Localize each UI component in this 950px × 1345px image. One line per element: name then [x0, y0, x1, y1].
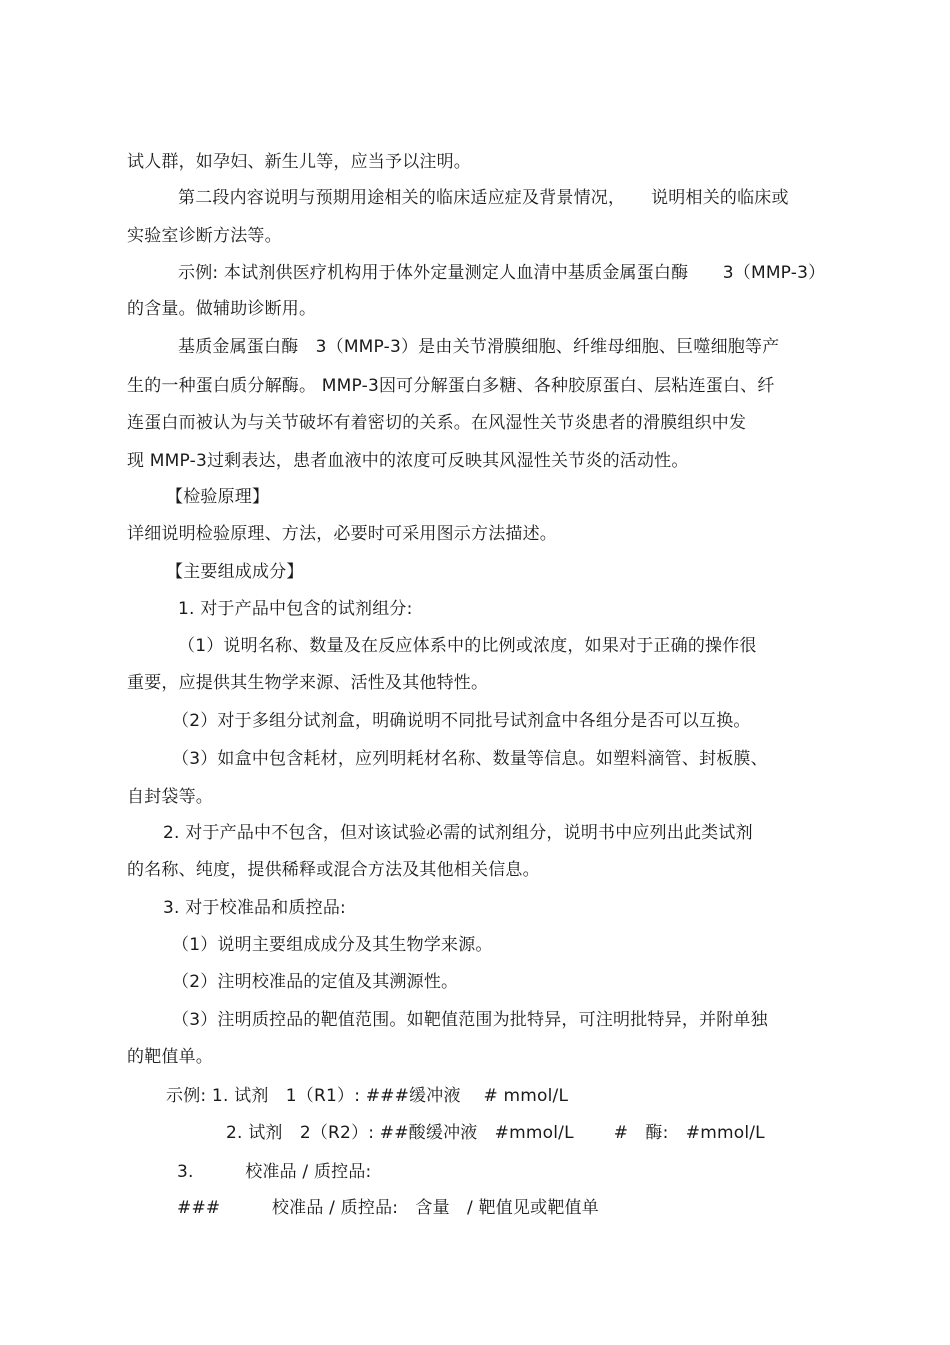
text-line-13: 1. 对于产品中包含的试剂组分:	[178, 599, 413, 619]
text-line-18: 自封袋等。	[127, 787, 213, 807]
text-line-9: 现 MMP-3过剩表达，患者血液中的浓度可反映其风湿性关节炎的活动性。	[127, 451, 689, 471]
text-line-11: 详细说明检验原理、方法，必要时可采用图示方法描述。	[127, 524, 557, 544]
text-line-14: （1）说明名称、数量及在反应体系中的比例或浓度，如果对于正确的操作很	[178, 636, 757, 656]
text-line-19: 2. 对于产品中不包含，但对该试验必需的试剂组分，说明书中应列出此类试剂	[163, 823, 753, 843]
text-line-24: （3）注明质控品的靶值范围。如靶值范围为批特异，可注明批特异，并附单独	[172, 1010, 768, 1030]
text-line-4: 示例: 本试剂供医疗机构用于体外定量测定人血清中基质金属蛋白酶 3（MMP-3）	[178, 263, 826, 283]
text-line-20: 的名称、纯度，提供稀释或混合方法及其他相关信息。	[127, 860, 540, 880]
text-line-1: 试人群，如孕妇、新生儿等，应当予以注明。	[127, 152, 471, 172]
text-line-21: 3. 对于校准品和质控品:	[163, 898, 346, 918]
section-heading-components: 【主要组成成分】	[166, 562, 304, 582]
text-line-15: 重要，应提供其生物学来源、活性及其他特性。	[127, 673, 489, 693]
section-heading-principle: 【检验原理】	[166, 487, 270, 507]
text-line-17: （3）如盒中包含耗材，应列明耗材名称、数量等信息。如塑料滴管、封板膜、	[172, 749, 768, 769]
text-line-7: 生的一种蛋白质分解酶。 MMP-3因可分解蛋白多糖、各种胶原蛋白、层粘连蛋白、纤	[127, 376, 775, 396]
example-line-1: 示例: 1. 试剂 1（R1）: ###缓冲液 # mmol/L	[166, 1086, 569, 1106]
text-line-22: （1）说明主要组成成分及其生物学来源。	[172, 935, 493, 955]
example-line-3: 3. 校准品 / 质控品:	[177, 1162, 372, 1182]
text-line-16: （2）对于多组分试剂盒，明确说明不同批号试剂盒中各组分是否可以互换。	[172, 711, 751, 731]
example-line-4: ### 校准品 / 质控品: 含量 / 靶值见或靶值单	[177, 1198, 599, 1218]
text-line-3: 实验室诊断方法等。	[127, 226, 282, 246]
text-line-25: 的靶值单。	[127, 1047, 213, 1067]
text-line-23: （2）注明校准品的定值及其溯源性。	[172, 972, 459, 992]
text-line-5: 的含量。做辅助诊断用。	[127, 299, 317, 319]
text-line-2: 第二段内容说明与预期用途相关的临床适应症及背景情况， 说明相关的临床或	[178, 188, 789, 208]
text-line-8: 连蛋白而被认为与关节破坏有着密切的关系。在风湿性关节炎患者的滑膜组织中发	[127, 413, 747, 433]
text-line-6: 基质金属蛋白酶 3（MMP-3）是由关节滑膜细胞、纤维母细胞、巨噬细胞等产	[178, 337, 780, 357]
example-line-2: 2. 试剂 2（R2）: ##酸缓冲液 #mmol/L # 酶: #mmol/L	[226, 1123, 765, 1143]
